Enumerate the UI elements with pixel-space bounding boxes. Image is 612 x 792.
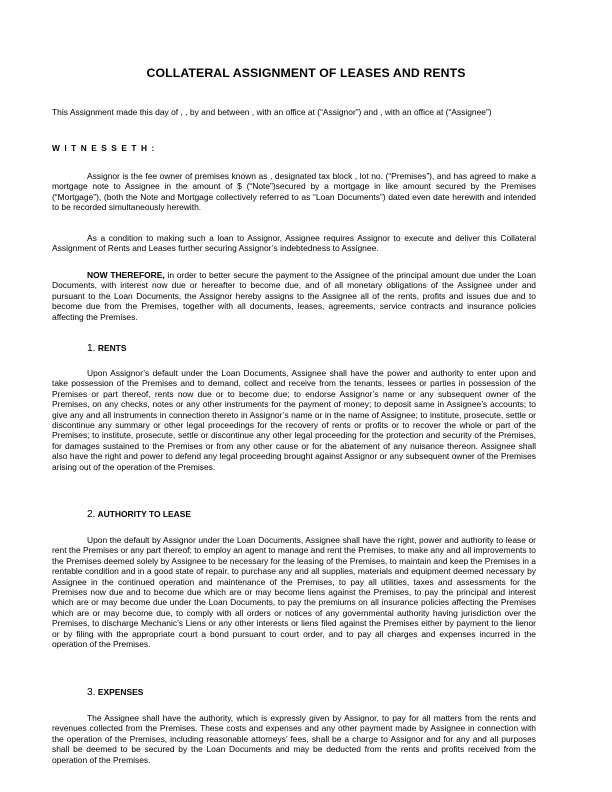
- recital-paragraph-1: Assignor is the fee owner of premises known as , designated tax block , lot no. (“Premises”), and has agreed to make a mortgage note to Assignee in the amount of $ (“Note”)secured by a mortgage in like amount secured by the Premises (“Mortgage”), (both the Note and Mortgage collectively referred to as “Loan Documents”) dated even date herewith and intended to be recorded simultaneously herewith.: [52, 171, 536, 213]
- section-title: RENTS: [97, 343, 127, 353]
- witnesseth-heading: W I T N E S S E T H :: [52, 143, 156, 153]
- section-heading-authority-to-lease: [87, 509, 191, 520]
- section-number: 2.: [87, 509, 96, 520]
- section-title: EXPENSES: [97, 687, 144, 697]
- intro-paragraph: This Assignment made this day of , , by and between , with an office at (“Assignor”) and , with an office at (“Assignee”): [52, 107, 492, 117]
- section-heading-rents: [87, 343, 126, 354]
- now-therefore-label: NOW THEREFORE,: [87, 270, 165, 280]
- section-number: 1.: [87, 343, 96, 354]
- recital-paragraph-2: As a condition to making such a loan to Assignor, Assignee requires Assignor to execute and deliver this Collateral Assignment of Rents and Leases further securing Assignor’s indebtedness to Assignee.: [52, 233, 536, 254]
- section-number: 3.: [87, 687, 96, 698]
- rents-paragraph: Upon Assignor’s default under the Loan Documents, Assignee shall have the power and authority to enter upon and take possession of the Premises and to demand, collect and receive from the tenants, lessees or parties in possession of the Premises or part thereof, rents now due or to become due; to endorse Assignor’s name or any subsequent owner of the Premises, on any checks, notes or any other instruments for the payment of money; to deposit same in Assignee’s accounts; to give any and all instruments in connection thereto in Assignor’s name or in the name of Assignee; to institute, prosecute, settle or discontinue any summary or other legal proceedings for the recovery of rents or profits or to recover the whole or part of the Premises; to institute, prosecute, settle or discontinue any other legal proceeding for the protection and security of the Premises, for damages sustained to the Premises or from any other cause or for the abatement of any nuisance thereon. Assignee shall also have the right and power to defend any legal proceeding brought against Assignor or any subsequent owner of the Premises arising out of the operation of the Premises.: [52, 368, 536, 472]
- now-therefore-text: in order to better secure the payment to the Assignee of the principal amount due under the Loan Documents, with interest now due or hereafter to become due, and of all monetary obligations of the Assignee under and pursuant to the Loan Documents, the Assignor hereby assigns to the Assignee all of the rents, profits and issues due and to become due from the Premises, together with all documents, leases, agreements, service contracts and insurance policies affecting the Premises.: [52, 270, 536, 322]
- section-heading-expenses: [87, 687, 143, 698]
- document-title: COLLATERAL ASSIGNMENT OF LEASES AND RENTS: [146, 66, 466, 80]
- authority-to-lease-paragraph: Upon the default by Assignor under the Loan Documents, Assignee shall have the right, power and authority to lease or rent the Premises or any part thereof; to employ an agent to manage and rent the Premises, to make any and all improvements to the Premises deemed solely by Assignee to be necessary for the leasing of the Premises, to maintain and keep the Premises in a rentable condition and in a good state of repair, to purchase any and all supplies, materials and equipment deemed necessary by Assignee in the continued operation and maintenance of the Premises, to pay all utilities, taxes and assessments for the Premises now due and to become due which are or may become liens against the Premises, to pay the principal and interest which are or may become due under the Loan Documents, to pay the premiums on all insurance policies affecting the Premises which are or may become due, to comply with all orders or notices of any governmental authority having jurisdiction over the Premises, to discharge Mechanic’s Liens or any other interests or liens filed against the Premises either by payment to the lienor or by filing with the appropriate court a bond pursuant to court order, and to pay all charges and expenses incurred in the operation of the Premises.: [52, 535, 536, 650]
- section-title: AUTHORITY TO LEASE: [97, 509, 191, 519]
- now-therefore-paragraph: [52, 270, 536, 322]
- expenses-paragraph: The Assignee shall have the authority, which is expressly given by Assignor, to pay for all matters from the rents and revenues collected from the Premises. These costs and expenses and any other payment made by Assignee in connection with the operation of the Premises, including reasonable attorneys’ fees, shall be a charge to Assignor and for any and all purposes shall be deemed to be secured by the Loan Documents and may be deducted from the rents and profits received from the operation of the Premises.: [52, 713, 536, 765]
